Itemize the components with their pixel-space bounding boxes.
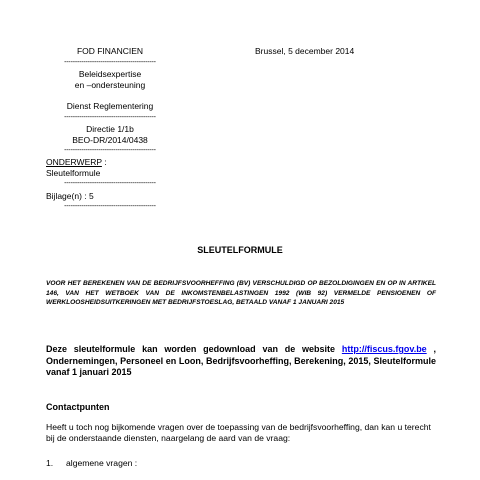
reference-number: BEO-DR/2014/0438	[72, 135, 148, 145]
download-text-before: Deze sleutelformule kan worden gedownload van de website	[46, 344, 342, 354]
divider-5: -------------------------------------------	[64, 203, 156, 210]
intro-paragraph: VOOR HET BEREKENEN VAN DE BEDRIJFSVOORHEFFING (BV) VERSCHULDIGD OP BEZOLDIGINGEN EN OP IN ARTIKEL 146, VAN HET WETBOEK VAN DE INKOMSTENBELASTINGEN 1992 (WIB 92) VERMELDE PENSIOENEN OF WERKLOOSHEIDSUITKERINGEN MET BEDRIJFSTOESLAG, BETAALD VANAF 1 JANUARI 2015	[46, 280, 436, 307]
contact-paragraph: Heeft u toch nog bijkomende vragen over de toepassing van de bedrijfsvoorheffing, dan kan u terecht bij de onderstaande diensten, naargelang de aard van de vraag:	[46, 422, 431, 444]
download-paragraph	[46, 344, 436, 379]
subject-value: Sleutelformule	[46, 168, 101, 178]
service-name: Dienst Reglementering	[66, 101, 154, 111]
directorate: Directie 1/1b	[86, 124, 134, 134]
divider-4: -------------------------------------------	[64, 180, 156, 187]
contact-heading: Contactpunten	[46, 402, 110, 412]
document-title: SLEUTELFORMULE	[197, 245, 283, 255]
subject-colon: :	[101, 157, 107, 167]
list-item	[46, 458, 137, 468]
divider-2: -------------------------------------------	[64, 114, 156, 121]
subject-label: ONDERWERP	[46, 157, 102, 167]
fiscus-link[interactable]: http://fiscus.fgov.be	[341, 344, 427, 354]
list-item-label: algemene vragen :	[66, 458, 138, 468]
list-item-number: 1.	[46, 458, 54, 468]
place-date: Brussel, 5 december 2014	[255, 46, 355, 56]
unit-line-1: Beleidsexpertise	[78, 69, 142, 79]
attachments: Bijlage(n) : 5	[46, 191, 94, 201]
divider-3: -------------------------------------------	[64, 147, 156, 154]
divider-1: -------------------------------------------	[64, 59, 156, 66]
org-name: FOD FINANCIEN	[76, 46, 144, 56]
download-text-after: , Ondernemingen, Personeel en Loon, Bedrijfsvoorheffing, Berekening, 2015, Sleutelformule vanaf 1 januari 2015	[46, 344, 436, 377]
subject-line	[46, 157, 107, 168]
unit-line-2: en –ondersteuning	[74, 80, 146, 90]
